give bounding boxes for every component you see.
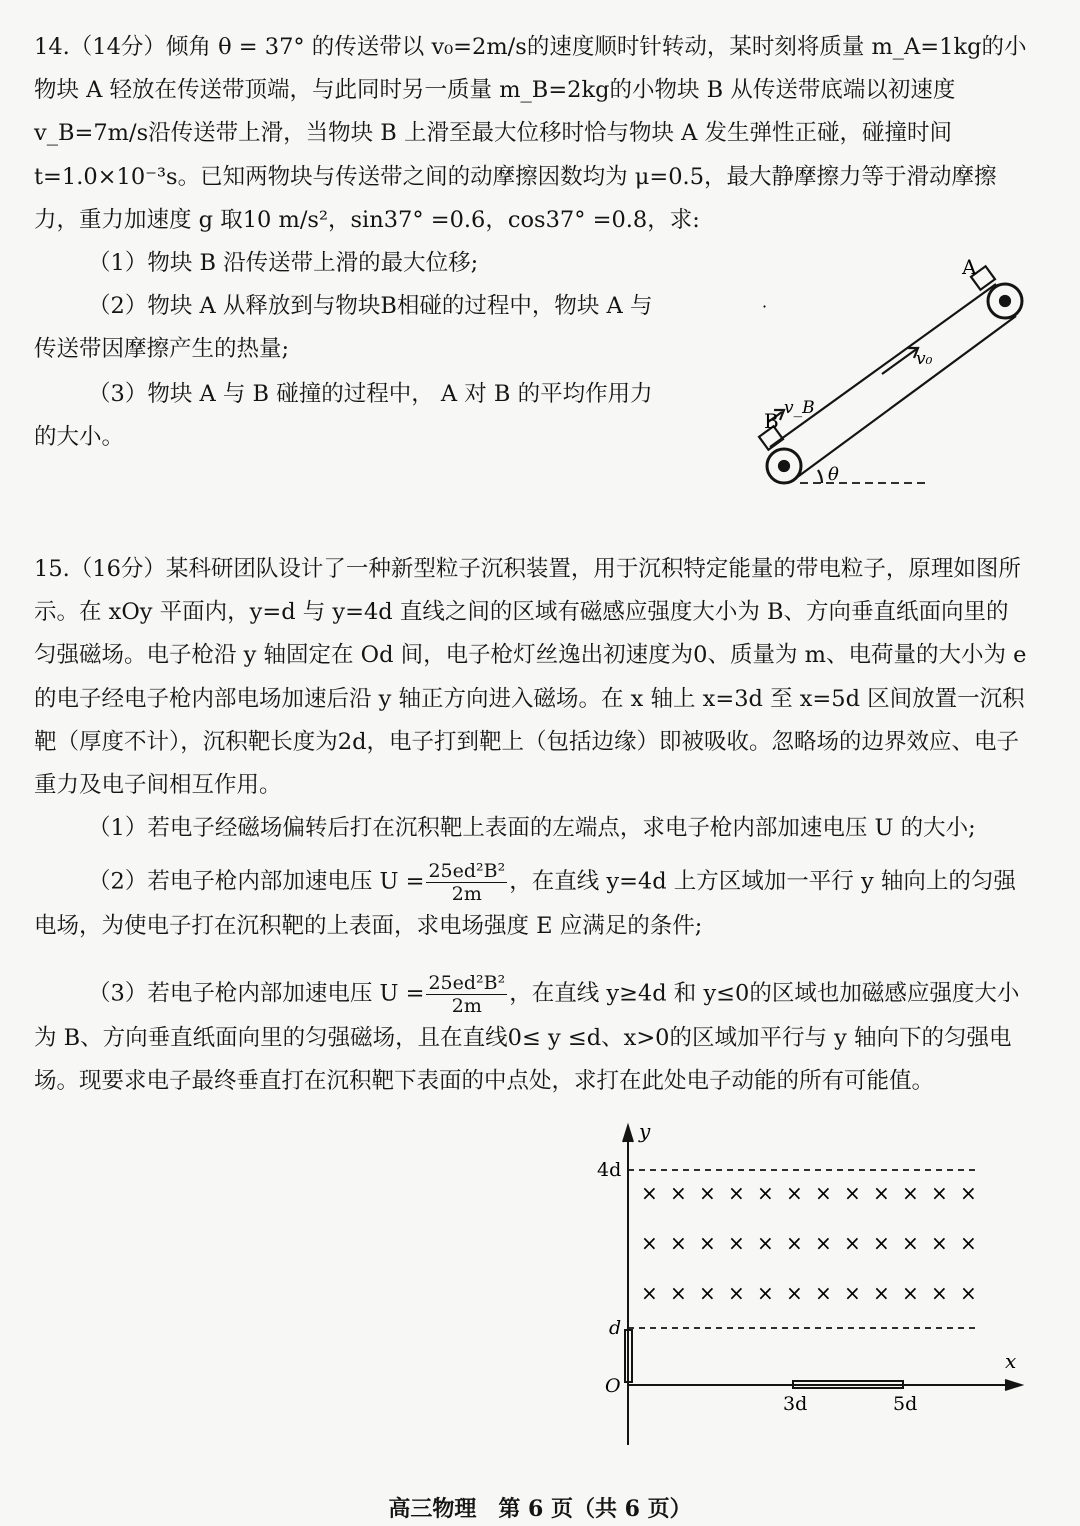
field-cross-mark: × <box>844 1231 861 1255</box>
q14-sub1: （1）物块 B 沿传送带上滑的最大位移; <box>88 250 479 276</box>
q14-statement: 14.（14分）倾角 θ = 37° 的传送带以 v₀=2m/s的速度顺时针转动，某时刻将质量 m_A=1kg的小物块 A 轻放在传送带顶端，与此同时另一质量 m_B=2kg的小物块 B 从传送带底端以初速度 v_B=7m/s沿传送带上滑，当物块 B 上滑至最大位移时恰与物块 A 发生弹性正碰，碰撞时间 t=1.0×10⁻³s。已知两物块与传送带之间的动摩擦因数均为 μ=0.5，最大静摩擦力等于滑动摩擦力，重力加速度 g 取10 m/s²，sin37° =0.6，cos37° =0.8，求: <box>34 34 1027 233</box>
label-x-axis: x <box>1005 1349 1017 1373</box>
field-cross-mark: × <box>786 1181 803 1205</box>
field-cross-mark: × <box>960 1281 977 1305</box>
q15-sub2-fraction <box>426 860 507 905</box>
field-cross-mark: × <box>670 1281 687 1305</box>
magnetic-field-figure <box>585 1120 1035 1450</box>
x-axis-arrowhead <box>1005 1380 1021 1390</box>
conveyor-belt-figure <box>740 250 1040 500</box>
fraction-numerator: 25ed²B² <box>428 972 506 994</box>
field-cross-mark: × <box>815 1281 832 1305</box>
field-cross-mark: × <box>960 1231 977 1255</box>
field-cross-mark: × <box>815 1231 832 1255</box>
label-4d: 4d <box>597 1159 622 1181</box>
fraction-numerator: 25ed²B² <box>428 860 506 882</box>
field-cross-mark: × <box>873 1231 890 1255</box>
field-cross-mark: × <box>931 1231 948 1255</box>
field-cross-mark: × <box>757 1281 774 1305</box>
fraction-denominator: 2m <box>451 883 482 905</box>
q15-sub2-pre: （2）若电子枪内部加速电压 U = <box>88 868 425 895</box>
field-cross-mark: × <box>757 1231 774 1255</box>
field-cross-mark: × <box>670 1231 687 1255</box>
label-b: B <box>764 409 779 433</box>
q15-sub2 <box>34 860 1029 948</box>
label-v0: v₀ <box>916 349 933 369</box>
field-cross-mark: × <box>641 1281 658 1305</box>
label-theta: θ <box>828 464 839 485</box>
field-cross-mark: × <box>873 1181 890 1205</box>
field-cross-mark: × <box>670 1181 687 1205</box>
field-cross-mark: × <box>902 1281 919 1305</box>
y-axis-arrowhead <box>623 1126 633 1142</box>
q15-statement: 15.（16分）某科研团队设计了一种新型粒子沉积装置，用于沉积特定能量的带电粒子，原理如图所示。在 xOy 平面内，y=d 与 y=4d 直线之间的区域有磁感应强度大小为 B、方向垂直纸面向里的匀强磁场。电子枪沿 y 轴固定在 Od 间，电子枪灯丝逸出初速度为0、质量为 m、电荷量的大小为 e 的电子经电子枪内部电场加速后沿 y 轴正方向进入磁场。在 x 轴上 x=3d 至 x=5d 区间放置一沉积靶（厚度不计），沉积靶长度为2d，电子打到靶上（包括边缘）即被吸收。忽略场的边界效应、电子重力及电子间相互作用。 <box>34 556 1027 799</box>
field-cross-mark: × <box>786 1281 803 1305</box>
theta-arc <box>818 470 822 483</box>
q14-sub3: （3）物块 A 与 B 碰撞的过程中， A 对 B 的平均作用力的大小。 <box>34 381 653 451</box>
speck-mark: · <box>762 297 768 316</box>
field-cross-mark: × <box>902 1181 919 1205</box>
field-cross-mark: × <box>728 1281 745 1305</box>
field-cross-mark: × <box>931 1281 948 1305</box>
q15-sub3 <box>34 972 1029 1103</box>
bottom-pulley-axle <box>779 461 789 471</box>
field-cross-mark: × <box>960 1181 977 1205</box>
label-5d: 5d <box>893 1393 918 1415</box>
belt-bottom-line <box>792 316 1016 481</box>
field-cross-mark: × <box>641 1231 658 1255</box>
label-d: d <box>609 1317 622 1339</box>
field-cross-mark: × <box>757 1181 774 1205</box>
field-cross-mark: × <box>931 1181 948 1205</box>
field-cross-mark: × <box>728 1231 745 1255</box>
field-cross-mark: × <box>815 1181 832 1205</box>
field-cross-mark: × <box>699 1181 716 1205</box>
magnetic-field-crosses <box>641 1181 977 1305</box>
label-3d: 3d <box>783 1393 808 1415</box>
field-cross-mark: × <box>786 1231 803 1255</box>
top-pulley-axle <box>1000 296 1010 306</box>
field-cross-mark: × <box>844 1181 861 1205</box>
field-cross-mark: × <box>699 1231 716 1255</box>
belt-top-line <box>770 284 996 447</box>
field-cross-mark: × <box>902 1231 919 1255</box>
label-a: A <box>962 255 977 279</box>
label-origin: O <box>605 1375 621 1397</box>
label-y-axis: y <box>639 1120 651 1143</box>
field-cross-mark: × <box>873 1281 890 1305</box>
page-footer: 高三物理 第 6 页（共 6 页） <box>388 1496 692 1522</box>
q15-sub2-post: ，在直线 y=4d 上方区域加一平行 y 轴向上的匀强电场，为使电子打在沉积靶的上表面，求电场强度 E 应满足的条件; <box>34 868 1016 939</box>
field-cross-mark: × <box>844 1281 861 1305</box>
q15-sub3-fraction <box>426 972 507 1017</box>
q15-sub3-post: ，在直线 y≥4d 和 y≤0的区域也加磁感应强度大小为 B、方向垂直纸面向里的匀强磁场，且在直线0≤ y ≤d、x>0的区域加平行与 y 轴向下的匀强电场。现要求电子最终垂直打在沉积靶下表面的中点处，求打在此处电子动能的所有可能值。 <box>34 980 1020 1094</box>
q15-sub3-pre: （3）若电子枪内部加速电压 U = <box>88 980 425 1007</box>
field-cross-mark: × <box>641 1181 658 1205</box>
label-vb: v_B <box>784 398 815 418</box>
q14-sub2: （2）物块 A 从释放到与物块B相碰的过程中，物块 A 与传送带因摩擦产生的热量; <box>34 293 653 363</box>
fraction-denominator: 2m <box>451 995 482 1017</box>
field-cross-mark: × <box>699 1281 716 1305</box>
q15-sub1: （1）若电子经磁场偏转后打在沉积靶上表面的左端点，求电子枪内部加速电压 U 的大小; <box>88 815 976 841</box>
field-cross-mark: × <box>728 1181 745 1205</box>
